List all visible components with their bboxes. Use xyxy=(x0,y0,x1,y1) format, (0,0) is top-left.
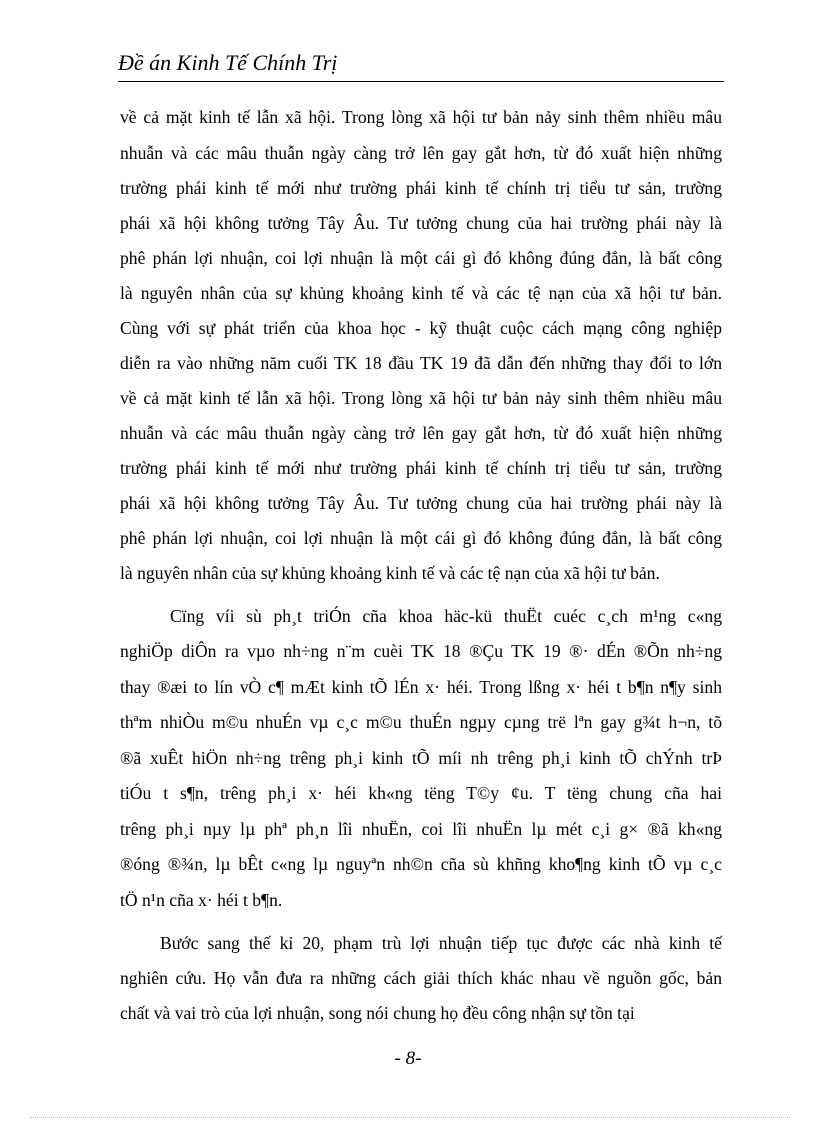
text-line: phê phán lợi nhuận, coi lợi nhuận là một cái gì đó không đúng đắn, là bất công xyxy=(120,248,722,268)
page-number: - 8- xyxy=(394,1048,422,1069)
text-line: là nguyên nhân của sự khủng khoảng kinh tế và các tệ nạn của xã hội tư bản. xyxy=(120,283,722,303)
header-rule xyxy=(118,81,724,82)
text-line: trêng ph¸i nµy lµ phª ph¸n lîi nhuËn, coi lîi nhuËn lµ mét c¸i g× ®ã kh«ng xyxy=(120,819,722,839)
text-line: về cả mặt kinh tế lẫn xã hội. Trong lòng xã hội tư bản nảy sinh thêm nhiều mâu xyxy=(120,107,722,127)
text-line: Bước sang thế kỉ 20, phạm trù lợi nhuận tiếp tục được các nhà kinh tế xyxy=(160,933,722,953)
text-line: Cïng víi sù ph¸t triÓn cña khoa häc-kü thuËt cuéc c¸ch m¹ng c«ng xyxy=(170,606,722,626)
text-line: thay ®æi to lín vÒ c¶ mÆt kinh tÕ lÉn x· héi. Trong lßng x· héi t b¶n n¶y sinh xyxy=(120,677,722,697)
text-line: nhuẫn và các mâu thuẫn ngày càng trở lên gay gắt hơn, từ đó xuất hiện những xyxy=(120,423,722,443)
text-line: phái xã hội không tưởng Tây Âu. Tư tưởng chung của hai trường phái này là xyxy=(120,213,722,233)
text-line: nghiÖp diÔn ra vµo nh÷ng n¨m cuèi TK 18 ®Çu TK 19 ®· dÉn ®Õn nh÷ng xyxy=(120,641,722,661)
text-line: tiÓu t s¶n, trêng ph¸i x· héi kh«ng tëng T©y ¢u. T tëng chung cña hai xyxy=(120,783,722,803)
text-line: diễn ra vào những năm cuối TK 18 đầu TK 19 đã dẫn đến những thay đổi to lớn xyxy=(120,353,722,373)
text-line: ®óng ®¾n, lµ bÊt c«ng lµ nguyªn nh©n cña sù khñng kho¶ng kinh tÕ vµ c¸c xyxy=(120,854,722,874)
text-line: trường phái kinh tế mới như trường phái kinh tế chính trị tiểu tư sản, trường xyxy=(120,178,722,198)
text-line: chất và vai trò của lợi nhuận, song nói chung họ đều công nhận sự tồn tại xyxy=(120,1003,635,1023)
text-line: nhuẫn và các mâu thuẫn ngày càng trở lên gay gắt hơn, từ đó xuất hiện những xyxy=(120,143,722,163)
text-line: Cùng với sự phát triển của khoa học - kỹ thuật cuộc cách mạng công nghiệp xyxy=(120,318,722,338)
text-line: về cả mặt kinh tế lẫn xã hội. Trong lòng xã hội tư bản nảy sinh thêm nhiều mâu xyxy=(120,388,722,408)
header-title: Đề án Kinh Tế Chính Trị xyxy=(118,50,338,75)
page-edge-divider xyxy=(30,1117,790,1118)
text-line: là nguyên nhân của sự khủng khoảng kinh tế và các tệ nạn của xã hội tư bản. xyxy=(120,563,660,583)
text-line: trường phái kinh tế mới như trường phái kinh tế chính trị tiểu tư sản, trường xyxy=(120,458,722,478)
text-line: phê phán lợi nhuận, coi lợi nhuận là một cái gì đó không đúng đắn, là bất công xyxy=(120,528,722,548)
text-line: thªm nhiÒu m©u nhuÉn vµ c¸c m©u thuÉn ngµy cµng trë lªn gay g¾t h¬n, tõ xyxy=(120,712,722,732)
text-line: nghiên cứu. Họ vẫn đưa ra những cách giải thích khác nhau về nguồn gốc, bản xyxy=(120,968,722,988)
text-line: tÖ n¹n cña x· héi t b¶n. xyxy=(120,890,283,910)
text-line: phái xã hội không tưởng Tây Âu. Tư tưởng chung của hai trường phái này là xyxy=(120,493,722,513)
text-line: ®ã xuÊt hiÖn nh÷ng trêng ph¸i kinh tÕ míi nh trêng ph¸i kinh tÕ chÝnh trÞ xyxy=(120,748,722,768)
